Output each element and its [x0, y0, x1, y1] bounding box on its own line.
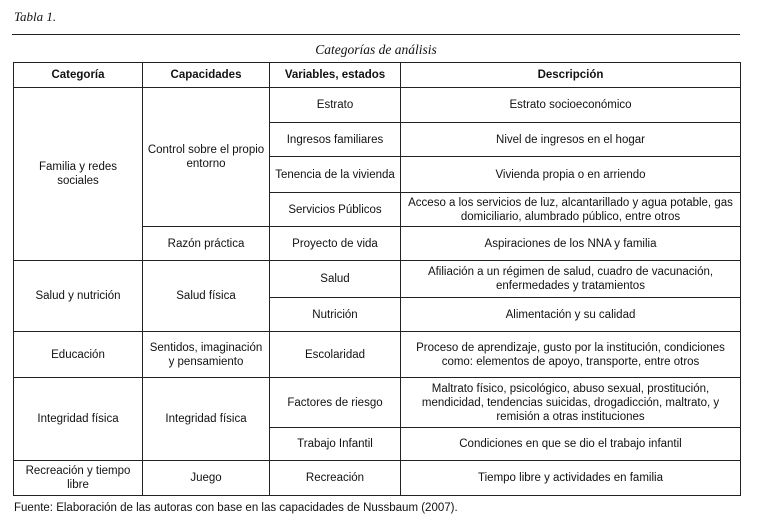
- capacidad-cell: Juego: [143, 461, 270, 496]
- variable-cell: Salud: [270, 261, 401, 298]
- capacidad-cell: Sentidos, imaginación y pensamiento: [143, 332, 270, 378]
- variable-cell: Estrato: [270, 88, 401, 123]
- categories-table: [13, 62, 741, 496]
- table-caption: Categorías de análisis: [315, 42, 437, 57]
- capacidad-cell: Salud física: [143, 261, 270, 332]
- variable-cell: Nutrición: [270, 298, 401, 332]
- descripcion-cell: Acceso a los servicios de luz, alcantarillado y agua potable, gas domiciliario, alumbrado público, entre otros: [401, 193, 741, 227]
- header-capacidades: Capacidades: [143, 63, 270, 88]
- table-row: [14, 261, 741, 298]
- descripcion-cell: Vivienda propia o en arriendo: [401, 157, 741, 193]
- table-row: [14, 332, 741, 378]
- header-descripcion: Descripción: [401, 63, 741, 88]
- table-row: [14, 378, 741, 428]
- top-rule: [12, 34, 740, 35]
- capacidad-cell: Razón práctica: [143, 227, 270, 261]
- categoria-cell: Salud y nutrición: [14, 261, 143, 332]
- descripcion-cell: Tiempo libre y actividades en familia: [401, 461, 741, 496]
- table-row: [14, 461, 741, 496]
- table-label: Tabla 1.: [14, 9, 57, 24]
- variable-cell: Proyecto de vida: [270, 227, 401, 261]
- variable-cell: Servicios Públicos: [270, 193, 401, 227]
- descripcion-cell: Estrato socioeconómico: [401, 88, 741, 123]
- header-categoria: Categoría: [14, 63, 143, 88]
- variable-cell: Recreación: [270, 461, 401, 496]
- categoria-cell: Educación: [14, 332, 143, 378]
- descripcion-cell: Afiliación a un régimen de salud, cuadro de vacunación, enfermedades y tratamientos: [401, 261, 741, 298]
- capacidad-cell: Control sobre el propio entorno: [143, 88, 270, 227]
- capacidad-cell: Integridad física: [143, 378, 270, 461]
- categoria-cell: Integridad física: [14, 378, 143, 461]
- header-row: [14, 63, 741, 88]
- categoria-cell: Familia y redes sociales: [14, 88, 143, 261]
- table-row: [14, 88, 741, 123]
- categoria-cell: Recreación y tiempo libre: [14, 461, 143, 496]
- variable-cell: Factores de riesgo: [270, 378, 401, 428]
- variable-cell: Ingresos familiares: [270, 123, 401, 157]
- descripcion-cell: Aspiraciones de los NNA y familia: [401, 227, 741, 261]
- variable-cell: Trabajo Infantil: [270, 428, 401, 461]
- header-variables: Variables, estados: [270, 63, 401, 88]
- descripcion-cell: Alimentación y su calidad: [401, 298, 741, 332]
- variable-cell: Tenencia de la vivienda: [270, 157, 401, 193]
- descripcion-cell: Condiciones en que se dio el trabajo infantil: [401, 428, 741, 461]
- descripcion-cell: Nivel de ingresos en el hogar: [401, 123, 741, 157]
- variable-cell: Escolaridad: [270, 332, 401, 378]
- descripcion-cell: Maltrato físico, psicológico, abuso sexual, prostitución, mendicidad, tendencias suicidas, drogadicción, maltrato, y remisión a otras instituciones: [401, 378, 741, 428]
- descripcion-cell: Proceso de aprendizaje, gusto por la institución, condiciones como: elementos de apoyo, transporte, entre otros: [401, 332, 741, 378]
- source-note: Fuente: Elaboración de las autoras con base en las capacidades de Nussbaum (2007).: [14, 502, 458, 514]
